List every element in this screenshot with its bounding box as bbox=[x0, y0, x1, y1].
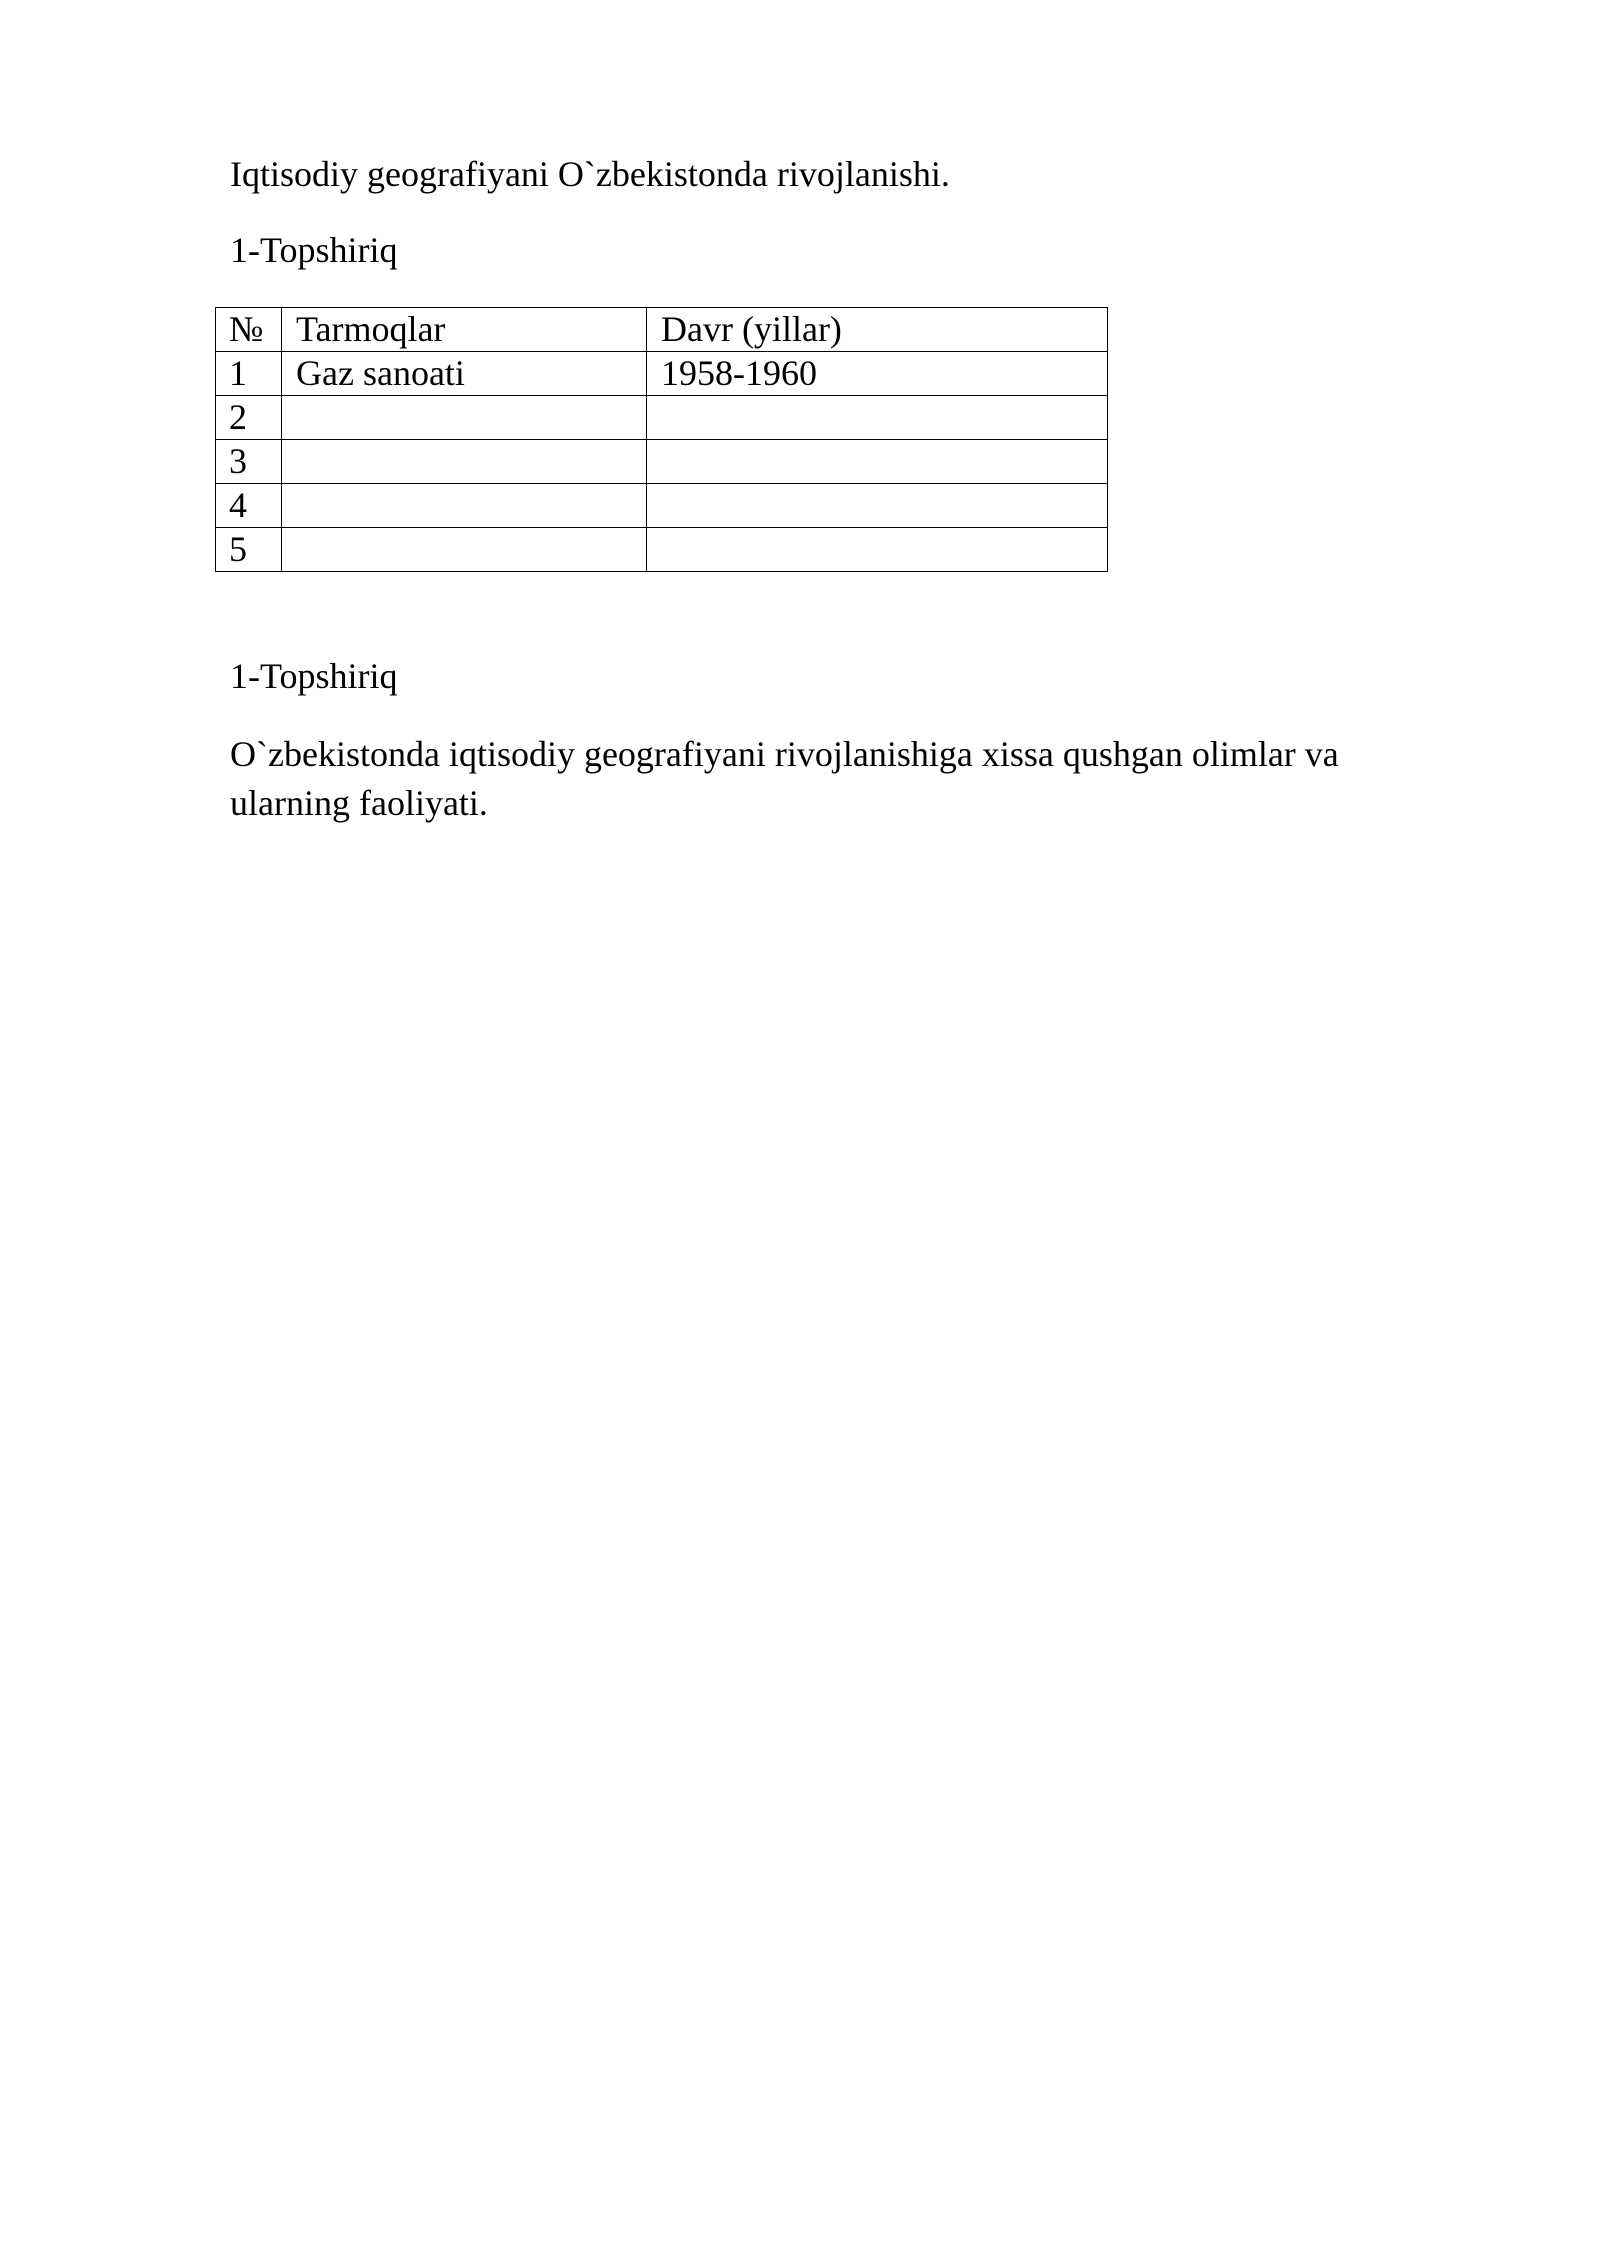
table-cell-branch bbox=[282, 440, 647, 484]
table-cell-period bbox=[647, 528, 1108, 572]
task1-heading: 1-Topshiriq bbox=[230, 230, 398, 270]
task2-text: O`zbekistonda iqtisodiy geografiyani rivojlanishiga xissa qushgan olimlar va ularning faoliyati. bbox=[230, 734, 1339, 823]
table-cell-number: 3 bbox=[216, 440, 282, 484]
table-cell-branch bbox=[282, 484, 647, 528]
table-header-row bbox=[216, 308, 1108, 352]
document-title: Iqtisodiy geografiyani O`zbekistonda rivojlanishi. bbox=[230, 154, 950, 194]
header-number: № bbox=[216, 308, 282, 352]
task2-heading: 1-Topshiriq bbox=[230, 656, 398, 696]
table-cell-branch bbox=[282, 396, 647, 440]
table-cell-period bbox=[647, 396, 1108, 440]
table-cell-branch: Gaz sanoati bbox=[282, 352, 647, 396]
table-cell-number: 1 bbox=[216, 352, 282, 396]
table-cell-branch bbox=[282, 528, 647, 572]
table-cell-period: 1958-1960 bbox=[647, 352, 1108, 396]
table-cell-number: 5 bbox=[216, 528, 282, 572]
table-row bbox=[216, 528, 1108, 572]
table-row bbox=[216, 440, 1108, 484]
table-cell-number: 2 bbox=[216, 396, 282, 440]
header-branches: Tarmoqlar bbox=[282, 308, 647, 352]
header-period: Davr (yillar) bbox=[647, 308, 1108, 352]
table-cell-number: 4 bbox=[216, 484, 282, 528]
table-row bbox=[216, 396, 1108, 440]
table-cell-period bbox=[647, 484, 1108, 528]
task1-table bbox=[215, 307, 1108, 572]
table-row bbox=[216, 352, 1108, 396]
table-row bbox=[216, 484, 1108, 528]
table-cell-period bbox=[647, 440, 1108, 484]
